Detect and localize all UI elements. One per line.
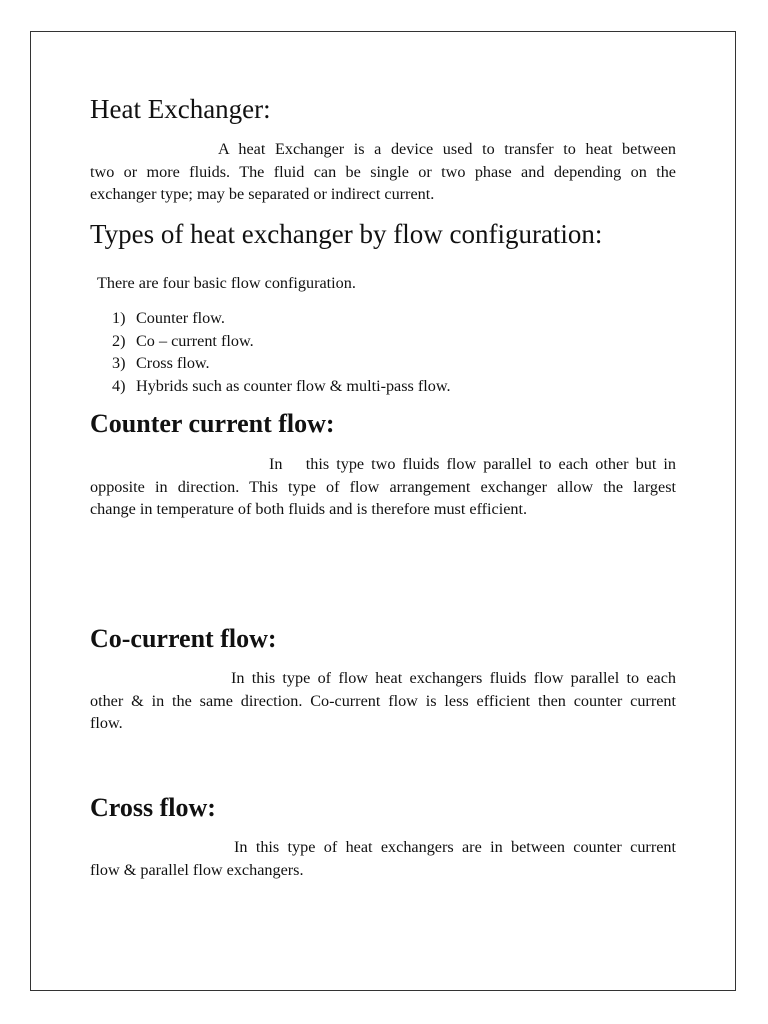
- paragraph-counter-current-flow: [90, 453, 676, 521]
- paragraph-co-current-flow: [90, 667, 676, 735]
- paragraph-line: flow.: [90, 714, 123, 733]
- types-intro: There are four basic flow configuration.: [97, 274, 356, 292]
- paragraph-line: In this type two fluids flow parallel to each other but in: [269, 455, 676, 473]
- paragraph-line: exchanger type; may be separated or indirect current.: [90, 185, 435, 204]
- paragraph-cross-flow: [90, 836, 676, 881]
- heading-cross-flow: Cross flow:: [90, 793, 216, 822]
- list-item: [112, 375, 451, 398]
- list-item-number: 3): [112, 354, 126, 373]
- list-item-number: 1): [112, 309, 126, 327]
- paragraph-line: In this type of flow heat exchangers fluids flow parallel to each: [231, 669, 676, 687]
- flow-configuration-list: [112, 307, 451, 397]
- list-item-text: Counter flow.: [136, 309, 225, 327]
- list-item-number: 2): [112, 331, 126, 350]
- paragraph-line: change in temperature of both fluids and is therefore must efficient.: [90, 500, 528, 519]
- paragraph-line: A heat Exchanger is a device used to transfer to heat between: [218, 140, 676, 158]
- paragraph-line: two or more fluids. The fluid can be single or two phase and depending on the: [90, 162, 676, 181]
- paragraph-line: opposite in direction. This type of flow arrangement exchanger allow the largest: [90, 477, 676, 496]
- paragraph-heat-exchanger: [90, 138, 676, 206]
- list-item: [112, 352, 451, 375]
- heading-types-of-heat-exchanger: Types of heat exchanger by flow configuration:: [90, 219, 603, 249]
- list-item-text: Cross flow.: [136, 354, 210, 373]
- list-item-number: 4): [112, 376, 126, 395]
- list-item: [112, 330, 451, 353]
- list-item-text: Hybrids such as counter flow & multi-pass flow.: [136, 376, 451, 395]
- paragraph-line: other & in the same direction. Co-current flow is less efficient then counter current: [90, 691, 676, 710]
- heading-heat-exchanger: Heat Exchanger:: [90, 94, 271, 124]
- list-item: [112, 307, 451, 330]
- heading-co-current-flow: Co-current flow:: [90, 624, 277, 653]
- paragraph-line: flow & parallel flow exchangers.: [90, 860, 304, 879]
- heading-counter-current-flow: Counter current flow:: [90, 409, 335, 438]
- list-item-text: Co – current flow.: [136, 331, 254, 350]
- paragraph-line: In this type of heat exchangers are in between counter current: [234, 838, 676, 856]
